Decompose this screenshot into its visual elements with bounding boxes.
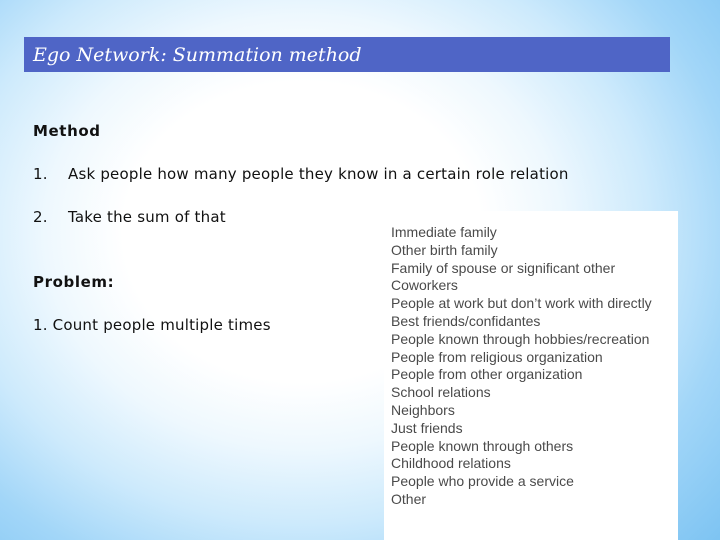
role-relation-item: Coworkers: [391, 277, 458, 294]
role-relation-item: Family of spouse or significant other: [391, 259, 616, 276]
step-number: 2.: [33, 208, 48, 226]
slide-title: Ego Network: Summation method: [33, 43, 362, 66]
role-relation-item: Best friends/confidantes: [391, 312, 541, 329]
role-relation-item: Immediate family: [391, 224, 497, 240]
role-relation-item: People at work but don’t work with directly: [391, 295, 652, 312]
problem-heading: Problem:: [33, 273, 115, 291]
step-text: Take the sum of that: [68, 208, 226, 226]
step-text: Ask people how many people they know in a certain role relation: [68, 165, 569, 183]
role-relation-item: Neighbors: [391, 401, 455, 418]
method-heading: Method: [33, 122, 101, 140]
role-relation-item: Other birth family: [391, 241, 498, 258]
method-step-1: [33, 164, 673, 184]
role-relation-item: Childhood relations: [391, 455, 511, 472]
role-relation-item: People who provide a service: [391, 473, 574, 490]
role-relation-item: Other: [391, 490, 427, 507]
problem-item-1: 1. Count people multiple times: [33, 316, 271, 334]
role-relation-item: Just friends: [391, 419, 463, 436]
role-relations-list: [384, 211, 678, 540]
role-relation-item: People from religious organization: [391, 348, 603, 365]
role-relation-item: People known through hobbies/recreation: [391, 330, 650, 347]
step-number: 1.: [33, 165, 48, 183]
role-relation-item: People from other organization: [391, 366, 583, 383]
slide-title-bar: [24, 37, 670, 72]
role-relation-item: People known through others: [391, 437, 574, 454]
role-relation-item: School relations: [391, 384, 491, 401]
